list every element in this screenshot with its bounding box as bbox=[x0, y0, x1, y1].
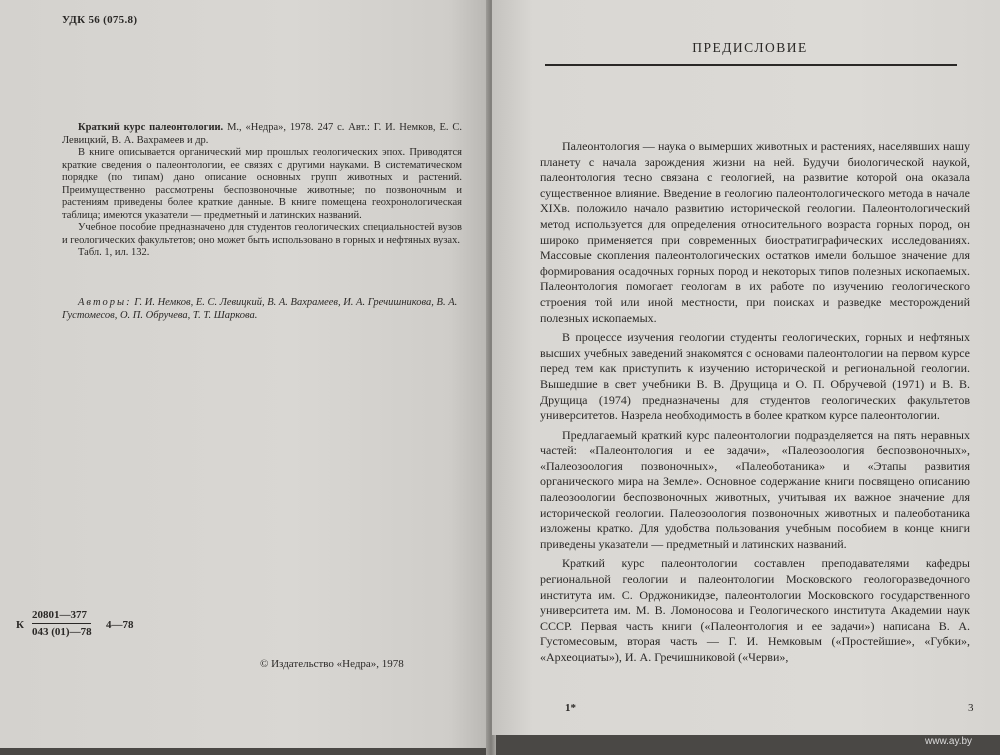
biblio-entry bbox=[62, 122, 462, 147]
copyright-line: © Издательство «Недра», 1978 bbox=[260, 658, 404, 670]
authors-list: Г. И. Немков, Е. С. Левицкий, В. А. Вахрамеев, И. А. Гречишникова, В. А. Густомесов, О. П. Обручева, Т. Т. Шаркова. bbox=[62, 297, 458, 321]
signature-mark: 1* bbox=[565, 702, 576, 714]
tables-count: Табл. 1, ил. 132. bbox=[78, 247, 150, 258]
book-title: Краткий курс палеонтологии. bbox=[78, 122, 224, 133]
biblio-details: М., «Недра», 1978. 247 с. Авт.: Г. И. Немков, Е. С. Левицкий, В. А. Вахрамеев и др. bbox=[62, 122, 462, 146]
code-letter: К bbox=[16, 619, 24, 631]
page-number: 3 bbox=[968, 702, 974, 714]
bibliographic-block bbox=[62, 122, 462, 260]
preface-paragraph: Предлагаемый краткий курс палеонтологии подразделяется на пять неравных частей: «Палеонтология и ее задачи», «Палеозоология беспозвоночных», «Палеозоология позвоночных», «Палеоботаника» и «Этапы развития органического мира на Земле». Основное содержание книги посвящено описанию палеозоологии беспозвоночных животных, учитывая их важное значение для исторической геологии. Палеозоология позвоночных животных и палеоботаника изложены кратко. Для удобства пользования учебным пособием в конце книги приведены указатели — предметный и латинских названий. bbox=[540, 427, 970, 551]
preface-body bbox=[540, 139, 970, 670]
code-numerator: 20801—377 bbox=[32, 608, 91, 624]
code-tail: 4—78 bbox=[106, 619, 134, 631]
authors-label: Авторы: bbox=[78, 297, 132, 308]
purpose-text: Учебное пособие предназначено для студентов геологических специальностей вузов и геологических факультетов; оно может быть использовано в горных и нефтяных вузах. bbox=[62, 222, 462, 246]
preface-paragraph: В процессе изучения геологии студенты геологических, горных и нефтяных высших учебных заведений знакомятся с основами палеонтологии на первом курсе перед тем как приступить к изучению исторической и региональной геологии. Вышедшие в свет учебники В. В. Друщица и О. П. Обручевой (1971) и В. В. Друщица (1974) предназначены для студентов геологических факультетов университетов. Назрела необходимость в более кратком курсе палеонтологии. bbox=[540, 330, 970, 423]
abstract: В книге описывается органический мир прошлых геологических эпох. Приводятся краткие сведения о палеонтологии, ее связях с другими науками. В систематическом порядке (по типам) дано описание основных групп животных и растений. Преимущественно рассмотрены беспозвоночные животные; по позвоночным и растениям приведены более краткие данные. В книге помещена геохронологическая таблица; имеются указатели — предметный и латинских названий. bbox=[62, 147, 462, 221]
code-denominator: 043 (01)—78 bbox=[32, 626, 92, 638]
udk-code: УДК 56 (075.8) bbox=[62, 14, 138, 26]
watermark: www.ay.by bbox=[925, 736, 973, 747]
preface-paragraph: Палеонтология — наука о вымерших животных и растениях, населявших нашу планету с начала зарождения жизни на ней. Будучи биологической наукой, палеонтология тесно связана с геологией, на развитие которой она оказала существенное влияние. Введение в геологию палеонтологического метода в начале XIXв. положило начало развитию исторической геологии. Палеонтологический метод используется для определения относительного возраста горных пород, он широко применяется при современных биостратиграфических исследованиях. Массовые скопления палеонтологических остатков имели большое значение для формирования осадочных горных пород и некоторых типов полезных ископаемых. Палеонтология помогает геологам в их работе по изучению геологического строения той или иной местности, при поисках и разведке месторождений полезных ископаемых. bbox=[540, 139, 970, 325]
authors-block bbox=[62, 296, 462, 322]
heading-rule bbox=[545, 64, 957, 66]
preface-paragraph: Краткий курс палеонтологии составлен преподавателями кафедры региональной геологии и палеонтологии Московского геологоразведочного института им. С. Орджоникидзе, палеонтологии Московского государственного университета им. М. В. Ломоносова и Геологического института Академии наук СССР. Первая часть книги («Палеонтология и ее задачи») написана В. А. Густомесовым, вторая часть — Г. И. Немковым («Простейшие», «Губки», «Археоциаты»), И. А. Гречишниковой («Черви», bbox=[540, 556, 970, 664]
page-heading: ПРЕДИСЛОВИЕ bbox=[692, 40, 808, 55]
left-page bbox=[0, 0, 488, 748]
